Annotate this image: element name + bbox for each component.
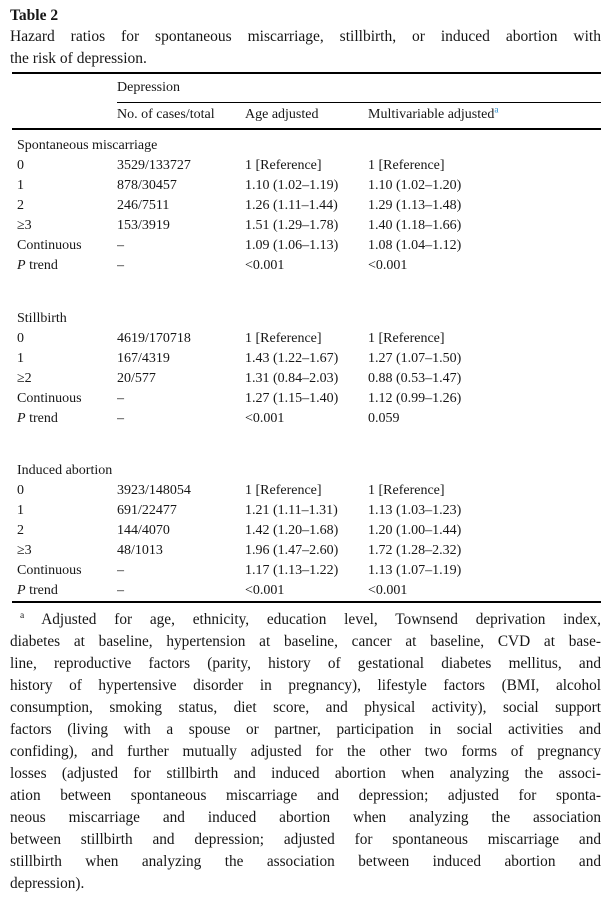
multivariable-adjusted-cell: 1 [Reference] — [368, 483, 445, 498]
table-row — [12, 176, 601, 196]
cases-total-cell: 167/4319 — [117, 351, 170, 366]
age-adjusted-cell: 1 [Reference] — [245, 158, 322, 173]
table-row — [12, 196, 601, 216]
cases-total-cell: 20/577 — [117, 371, 156, 386]
footnote-line: factors (living with a spouse or partner, participation in social activities and — [10, 721, 601, 738]
cases-total-cell: – — [117, 258, 124, 273]
table-row — [12, 156, 601, 176]
footnote-line: confiding), and further mutually adjusted for the other two forms of pregnancy — [10, 743, 601, 760]
multivariable-adjusted-cell: 1.12 (0.99–1.26) — [368, 391, 462, 406]
row-label: Continuous — [17, 391, 82, 406]
footnote-line: consumption, smoking status, diet score, and physical activity), social support — [10, 699, 601, 716]
cases-total-cell: 144/4070 — [117, 523, 170, 538]
row-label: P trend — [17, 411, 58, 426]
cases-total-cell: 3923/148054 — [117, 483, 191, 498]
multivariable-adjusted-cell: 1.40 (1.18–1.66) — [368, 218, 462, 233]
group-header-row — [12, 73, 601, 102]
multivariable-adjusted-cell: 0.059 — [368, 411, 400, 426]
col-header-age-adjusted: Age adjusted — [245, 102, 368, 129]
row-label: P trend — [17, 583, 58, 598]
row-label: 0 — [17, 483, 24, 498]
row-label: 0 — [17, 158, 24, 173]
multivariable-adjusted-cell: 1.13 (1.07–1.19) — [368, 563, 462, 578]
table-row — [12, 481, 601, 501]
row-label: 1 — [17, 178, 24, 193]
table-row — [12, 541, 601, 561]
section-header-row — [12, 129, 601, 156]
multivariable-adjusted-cell: 1.13 (1.03–1.23) — [368, 503, 462, 518]
footnote-line: diabetes at baseline, hypertension at baseline, cancer at baseline, CVD at base- — [10, 633, 601, 650]
footnote-line: ation between spontaneous miscarriage and depression; adjusted for sponta- — [10, 787, 601, 804]
age-adjusted-cell: <0.001 — [245, 583, 285, 598]
row-label: 2 — [17, 523, 24, 538]
footnote-line: $^a$ Adjusted for age, ethnicity, education level, Townsend deprivation index, — [20, 610, 601, 628]
hazard-ratio-table — [12, 72, 601, 603]
col-header-multivariable-label: Multivariable adjusted — [368, 107, 495, 123]
multivariable-adjusted-cell: <0.001 — [368, 258, 408, 273]
section-gap — [12, 429, 601, 461]
section-header: Induced abortion — [17, 463, 113, 478]
footnote-line: between stillbirth and depression; adjusted for spontaneous miscarriage and — [10, 831, 601, 848]
caption-line: the risk of depression. — [10, 50, 147, 67]
cases-total-cell: 878/30457 — [117, 178, 177, 193]
row-label: ≥2 — [17, 371, 32, 386]
multivariable-adjusted-cell: 1 [Reference] — [368, 158, 445, 173]
multivariable-adjusted-cell: 1.10 (1.02–1.20) — [368, 178, 462, 193]
multivariable-adjusted-cell: 1.08 (1.04–1.12) — [368, 238, 462, 253]
cases-total-cell: 153/3919 — [117, 218, 170, 233]
table-row — [12, 216, 601, 236]
table-row — [12, 581, 601, 602]
table-row — [12, 501, 601, 521]
table-row — [12, 236, 601, 256]
age-adjusted-cell: 1.31 (0.84–2.03) — [245, 371, 339, 386]
cases-total-cell: 691/22477 — [117, 503, 177, 518]
row-label: ≥3 — [17, 218, 32, 233]
cases-total-cell: 48/1013 — [117, 543, 163, 558]
table-body — [12, 129, 601, 602]
cases-total-cell: – — [117, 583, 124, 598]
footnote — [10, 609, 601, 895]
row-label: 0 — [17, 331, 24, 346]
section-header: Stillbirth — [17, 311, 67, 326]
cases-total-cell: 4619/170718 — [117, 331, 191, 346]
age-adjusted-cell: 1.26 (1.11–1.44) — [245, 198, 338, 213]
footnote-line: history of hypertensive disorder in pregnancy), lifestyle factors (BMI, alcohol — [10, 677, 601, 694]
section-header: Spontaneous miscarriage — [17, 138, 158, 153]
multivariable-adjusted-cell: <0.001 — [368, 583, 408, 598]
cases-total-cell: 246/7511 — [117, 198, 170, 213]
footnote-marker: a — [20, 610, 25, 621]
age-adjusted-cell: 1.27 (1.15–1.40) — [245, 391, 339, 406]
multivariable-adjusted-cell: 1.27 (1.07–1.50) — [368, 351, 462, 366]
table-row — [12, 349, 601, 369]
footnote-line: losses (adjusted for stillbirth and induced abortion when analyzing the associ- — [10, 765, 601, 782]
group-corner-cell — [12, 73, 117, 102]
cases-total-cell: – — [117, 238, 124, 253]
row-label: ≥3 — [17, 543, 32, 558]
table-row — [12, 409, 601, 429]
table-row — [12, 521, 601, 541]
footnote-line: line, reproductive factors (parity, history of gestational diabetes mellitus, and — [10, 655, 601, 672]
section-gap — [12, 276, 601, 309]
row-label: Continuous — [17, 563, 82, 578]
age-adjusted-cell: 1.09 (1.06–1.13) — [245, 238, 339, 253]
table-row — [12, 329, 601, 349]
age-adjusted-cell: 1.17 (1.13–1.22) — [245, 563, 339, 578]
table-row — [12, 369, 601, 389]
row-label: Continuous — [17, 238, 82, 253]
row-label: 1 — [17, 503, 24, 518]
table-row — [12, 256, 601, 276]
italic-p: P — [17, 258, 26, 273]
age-adjusted-cell: 1.10 (1.02–1.19) — [245, 178, 339, 193]
age-adjusted-cell: 1.51 (1.29–1.78) — [245, 218, 339, 233]
col-header-cases-total: No. of cases/total — [117, 102, 245, 129]
cases-total-cell: – — [117, 391, 124, 406]
footnote-line: neous miscarriage and induced abortion when analyzing the association — [10, 809, 601, 826]
age-adjusted-cell: 1.21 (1.11–1.31) — [245, 503, 338, 518]
table-head — [12, 73, 601, 129]
footnote-line: stillbirth when analyzing the association between induced abortion and — [10, 853, 601, 870]
cases-total-cell: 3529/133727 — [117, 158, 191, 173]
table-row — [12, 389, 601, 409]
multivariable-adjusted-cell: 0.88 (0.53–1.47) — [368, 371, 462, 386]
footnote-line: depression). — [10, 875, 85, 892]
column-header-row — [12, 102, 601, 129]
multivariable-adjusted-superscript[interactable]: a — [494, 105, 499, 116]
row-label: 2 — [17, 198, 24, 213]
age-adjusted-cell: 1 [Reference] — [245, 331, 322, 346]
section-header-row — [12, 309, 601, 329]
col-header-multivariable-adjusted — [368, 102, 601, 129]
multivariable-adjusted-cell: 1 [Reference] — [368, 331, 445, 346]
age-adjusted-cell: 1.96 (1.47–2.60) — [245, 543, 339, 558]
multivariable-adjusted-cell: 1.29 (1.13–1.48) — [368, 198, 462, 213]
corner-cell — [12, 102, 117, 129]
cases-total-cell: – — [117, 411, 124, 426]
age-adjusted-cell: 1 [Reference] — [245, 483, 322, 498]
age-adjusted-cell: <0.001 — [245, 411, 285, 426]
table-row — [12, 561, 601, 581]
table-caption — [10, 26, 601, 70]
caption-line: Hazard ratios for spontaneous miscarriage, stillbirth, or induced abortion with — [10, 28, 601, 45]
table-title: Table 2 — [10, 7, 59, 24]
cases-total-cell: – — [117, 563, 124, 578]
italic-p: P — [17, 583, 26, 598]
multivariable-adjusted-cell: 1.72 (1.28–2.32) — [368, 543, 462, 558]
age-adjusted-cell: 1.42 (1.20–1.68) — [245, 523, 339, 538]
italic-p: P — [17, 411, 26, 426]
age-adjusted-cell: <0.001 — [245, 258, 285, 273]
row-label: 1 — [17, 351, 24, 366]
group-header-depression: Depression — [117, 73, 601, 102]
multivariable-adjusted-cell: 1.20 (1.00–1.44) — [368, 523, 462, 538]
row-label: P trend — [17, 258, 58, 273]
age-adjusted-cell: 1.43 (1.22–1.67) — [245, 351, 339, 366]
section-header-row — [12, 461, 601, 481]
